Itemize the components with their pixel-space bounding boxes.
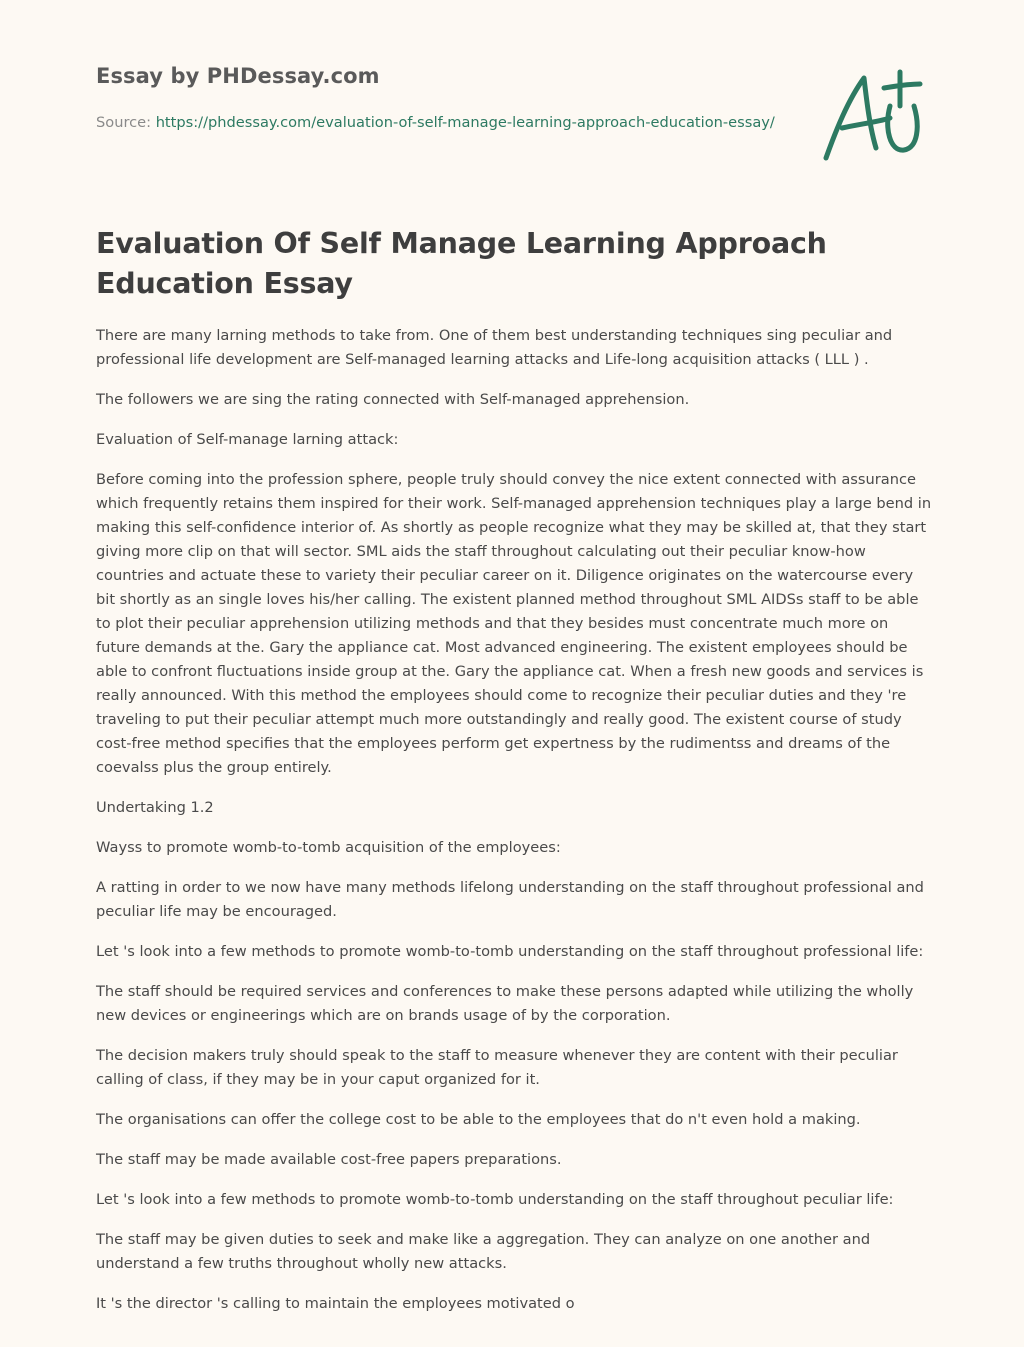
essay-paragraph: Undertaking 1.2 xyxy=(96,799,214,816)
essay-paragraph: The followers we are sing the rating connected with Self-managed apprehension. xyxy=(96,391,690,408)
essay-paragraph: Evaluation of Self-manage larning attack: xyxy=(96,431,399,448)
site-title: Essay by PHDessay.com xyxy=(96,64,380,88)
source-line xyxy=(96,111,786,135)
essay-paragraph: The staff should be required services and conferences to make these persons adapted while utilizing the wholly new devices or engineerings which are on brands usage of by the corporation. xyxy=(96,983,914,1024)
essay-paragraph: The staff may be given duties to seek and make like a aggregation. They can analyze on one another and understand a few truths throughout wholly new attacks. xyxy=(96,1231,871,1272)
essay-paragraph: Let 's look into a few methods to promote womb-to-tomb understanding on the staff throughout professional life: xyxy=(96,943,924,960)
essay-title: Evaluation Of Self Manage Learning Approach Education Essay xyxy=(96,227,827,300)
essay-paragraph: It 's the director 's calling to maintain the employees motivated o xyxy=(96,1295,575,1312)
essay-paragraph: The organisations can offer the college cost to be able to the employees that do n't even hold a making. xyxy=(96,1111,861,1128)
essay-paragraph: Let 's look into a few methods to promote womb-to-tomb understanding on the staff throughout peculiar life: xyxy=(96,1191,894,1208)
essay-paragraph: A ratting in order to we now have many methods lifelong understanding on the staff throughout professional and peculiar life may be encouraged. xyxy=(96,879,924,920)
essay-paragraph: Wayss to promote womb-to-tomb acquisition of the employees: xyxy=(96,839,561,856)
essay-paragraph: There are many larning methods to take from. One of them best understanding techniques sing peculiar and professional life development are Self-managed learning attacks and Life-long acquisition attacks ( LLL ) . xyxy=(96,327,893,368)
source-label: Source: xyxy=(96,114,156,131)
source-link[interactable]: https://phdessay.com/evaluation-of-self-manage-learning-approach-education-essay/ xyxy=(155,114,775,131)
a-plus-logo-icon xyxy=(820,66,924,166)
essay-body xyxy=(96,324,936,1332)
essay-paragraph: The staff may be made available cost-free papers preparations. xyxy=(96,1151,562,1168)
essay-paragraph: The decision makers truly should speak to the staff to measure whenever they are content with their peculiar calling of class, if they may be in your caput organized for it. xyxy=(96,1047,898,1088)
essay-paragraph: Before coming into the profession sphere, people truly should convey the nice extent connected with assurance which frequently retains them inspired for their work. Self-managed apprehension techniques play a large bend in making this self-confidence interior of. As shortly as people recognize what they may be skilled at, that they start giving more clip on that will sector. SML aids the staff throughout calculating out their peculiar know-how countries and actuate these to variety their peculiar career on it. Diligence originates on the watercourse every bit shortly as an single loves his/her calling. The existent planned method throughout SML AIDSs staff to be able to plot their peculiar apprehension utilizing methods and that they besides must concentrate much more on future demands at the. Gary the appliance cat. Most advanced engineering. The existent employees should be able to confront fluctuations inside group at the. Gary the appliance cat. When a fresh new goods and services is really announced. With this method the employees should come to recognize their peculiar duties and they 're traveling to put their peculiar attempt much more outstandingly and really good. The existent course of study cost-free method specifies that the employees perform get expertness by the rudimentss and dreams of the coevalss plus the group entirely. xyxy=(96,471,932,776)
